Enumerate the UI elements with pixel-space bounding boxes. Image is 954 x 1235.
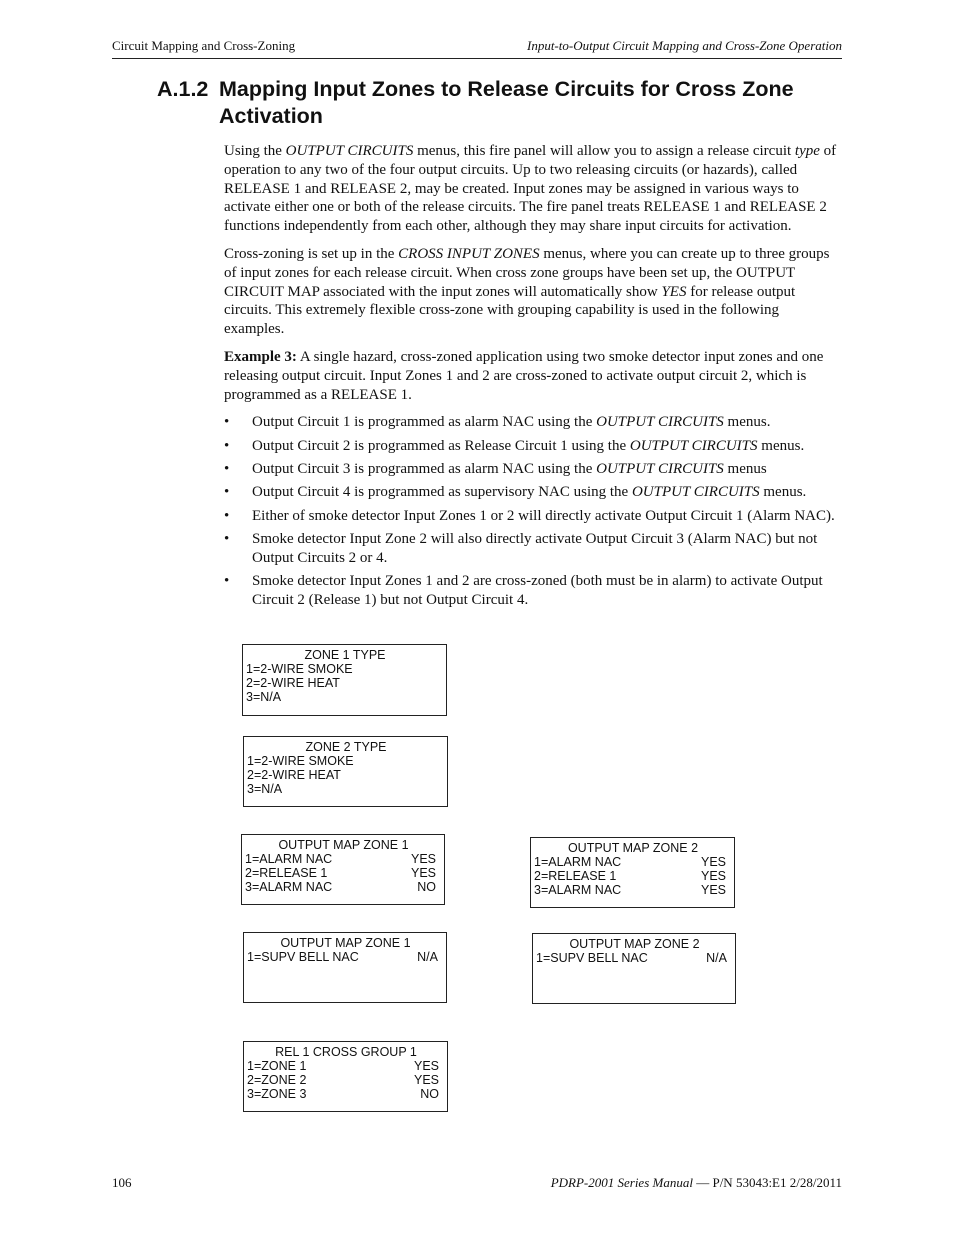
- example-label: Example 3:: [224, 348, 297, 365]
- footer-reference: PDRP-2001 Series Manual — P/N 53043:E1 2/28/2011: [550, 1175, 842, 1190]
- display-row: 1=ALARM NAC YES: [245, 852, 436, 866]
- rel-1-cross-group-1-display: [243, 1041, 448, 1112]
- display-title: OUTPUT MAP ZONE 2: [567, 841, 699, 855]
- list-item: • Smoke detector Input Zones 1 and 2 are cross-zoned (both must be in alarm) to activate Output Circuit 2 (Release 1) but not Output Circuit 4.: [224, 572, 823, 608]
- display-title: ZONE 2 TYPE: [305, 740, 387, 754]
- list-item: • Either of smoke detector Input Zones 1 or 2 will directly activate Output Circuit 1 (Alarm NAC).: [224, 507, 835, 524]
- display-row: 3=ZONE 3 NO: [247, 1087, 439, 1101]
- display-row: 1=ALARM NAC YES: [534, 855, 726, 869]
- display-row: 3=ALARM NAC YES: [534, 883, 726, 897]
- display-row: 2=2-WIRE HEAT: [246, 676, 340, 690]
- display-row: 1=SUPV BELL NAC N/A: [536, 951, 727, 965]
- display-title: OUTPUT MAP ZONE 2: [569, 937, 700, 951]
- display-title: REL 1 CROSS GROUP 1: [275, 1045, 417, 1059]
- list-item: • Smoke detector Input Zone 2 will also directly activate Output Circuit 3 (Alarm NAC) but not Output Circuits 2 or 4.: [224, 530, 818, 566]
- section-number: A.1.2: [157, 77, 209, 101]
- list-item: • Output Circuit 4 is programmed as supervisory NAC using the OUTPUT CIRCUITS menus.: [224, 484, 807, 501]
- page-number: 106: [112, 1175, 132, 1190]
- list-item: • Output Circuit 1 is programmed as alarm NAC using the OUTPUT CIRCUITS menus.: [224, 414, 771, 431]
- bullet-list: [224, 413, 842, 609]
- display-title: OUTPUT MAP ZONE 1: [278, 838, 409, 852]
- display-row: 2=RELEASE 1 YES: [534, 869, 726, 883]
- output-map-zone-2-display: [530, 837, 735, 908]
- example-paragraph: Example 3: A single hazard, cross-zoned application using two smoke detector input zones and one releasing output circuit. Input Zones 1 and 2 are cross-zoned to activate output circuit 2, which is programmed as a RELEASE 1.: [224, 348, 824, 403]
- zone-2-type-display: [243, 736, 448, 807]
- display-row: 1=2-WIRE SMOKE: [246, 662, 353, 676]
- output-map-zone-1-supv-display: [243, 932, 447, 1003]
- list-item: • Output Circuit 2 is programmed as Release Circuit 1 using the OUTPUT CIRCUITS menus.: [224, 437, 805, 454]
- display-row: 3=ALARM NAC NO: [245, 880, 436, 894]
- running-header-right: Input-to-Output Circuit Mapping and Cross-Zone Operation: [526, 38, 842, 53]
- running-header-left: Circuit Mapping and Cross-Zoning: [112, 38, 296, 53]
- display-row: 1=SUPV BELL NAC N/A: [247, 950, 438, 964]
- display-row: 1=ZONE 1 YES: [247, 1059, 439, 1073]
- display-title: ZONE 1 TYPE: [304, 648, 386, 662]
- section-title: Mapping Input Zones to Release Circuits for Cross Zone Activation: [219, 77, 794, 128]
- display-row: 2=2-WIRE HEAT: [247, 768, 341, 782]
- display-row: 3=N/A: [246, 690, 282, 704]
- list-item: • Output Circuit 3 is programmed as alarm NAC using the OUTPUT CIRCUITS menus: [224, 460, 767, 477]
- zone-1-type-display: [242, 644, 447, 716]
- display-row: 2=ZONE 2 YES: [247, 1073, 439, 1087]
- display-row: 1=2-WIRE SMOKE: [247, 754, 354, 768]
- header-rule: [112, 58, 842, 59]
- display-row: 3=N/A: [247, 782, 283, 796]
- body-text: [224, 142, 842, 614]
- output-map-zone-1-display: [241, 834, 445, 905]
- display-title: OUTPUT MAP ZONE 1: [280, 936, 411, 950]
- section-heading: [157, 76, 847, 130]
- paragraph-1: Using the OUTPUT CIRCUITS menus, this fire panel will allow you to assign a release circuit type of operation to any two of the four output circuits. Up to two releasing circuits (or hazards), called RELEASE 1 and RELEASE 2, may be created. Input zones may be assigned in various ways to activate either one or both of the release circuits. The fire panel treats RELEASE 1 and RELEASE 2 functions independently from each other, although they may share input circuits for activation.: [224, 143, 837, 235]
- display-row: 2=RELEASE 1 YES: [245, 866, 436, 880]
- output-map-zone-2-supv-display: [532, 933, 736, 1004]
- paragraph-2: Cross-zoning is set up in the CROSS INPUT ZONES menus, where you can create up to three groups of input zones for each release circuit. When cross zone groups have been set up, the OUTPUT CIRCUIT MAP associated with the input zones will automatically show YES for release output circuits. This extremely flexible cross-zone with grouping capability is used in the following examples.: [224, 245, 830, 338]
